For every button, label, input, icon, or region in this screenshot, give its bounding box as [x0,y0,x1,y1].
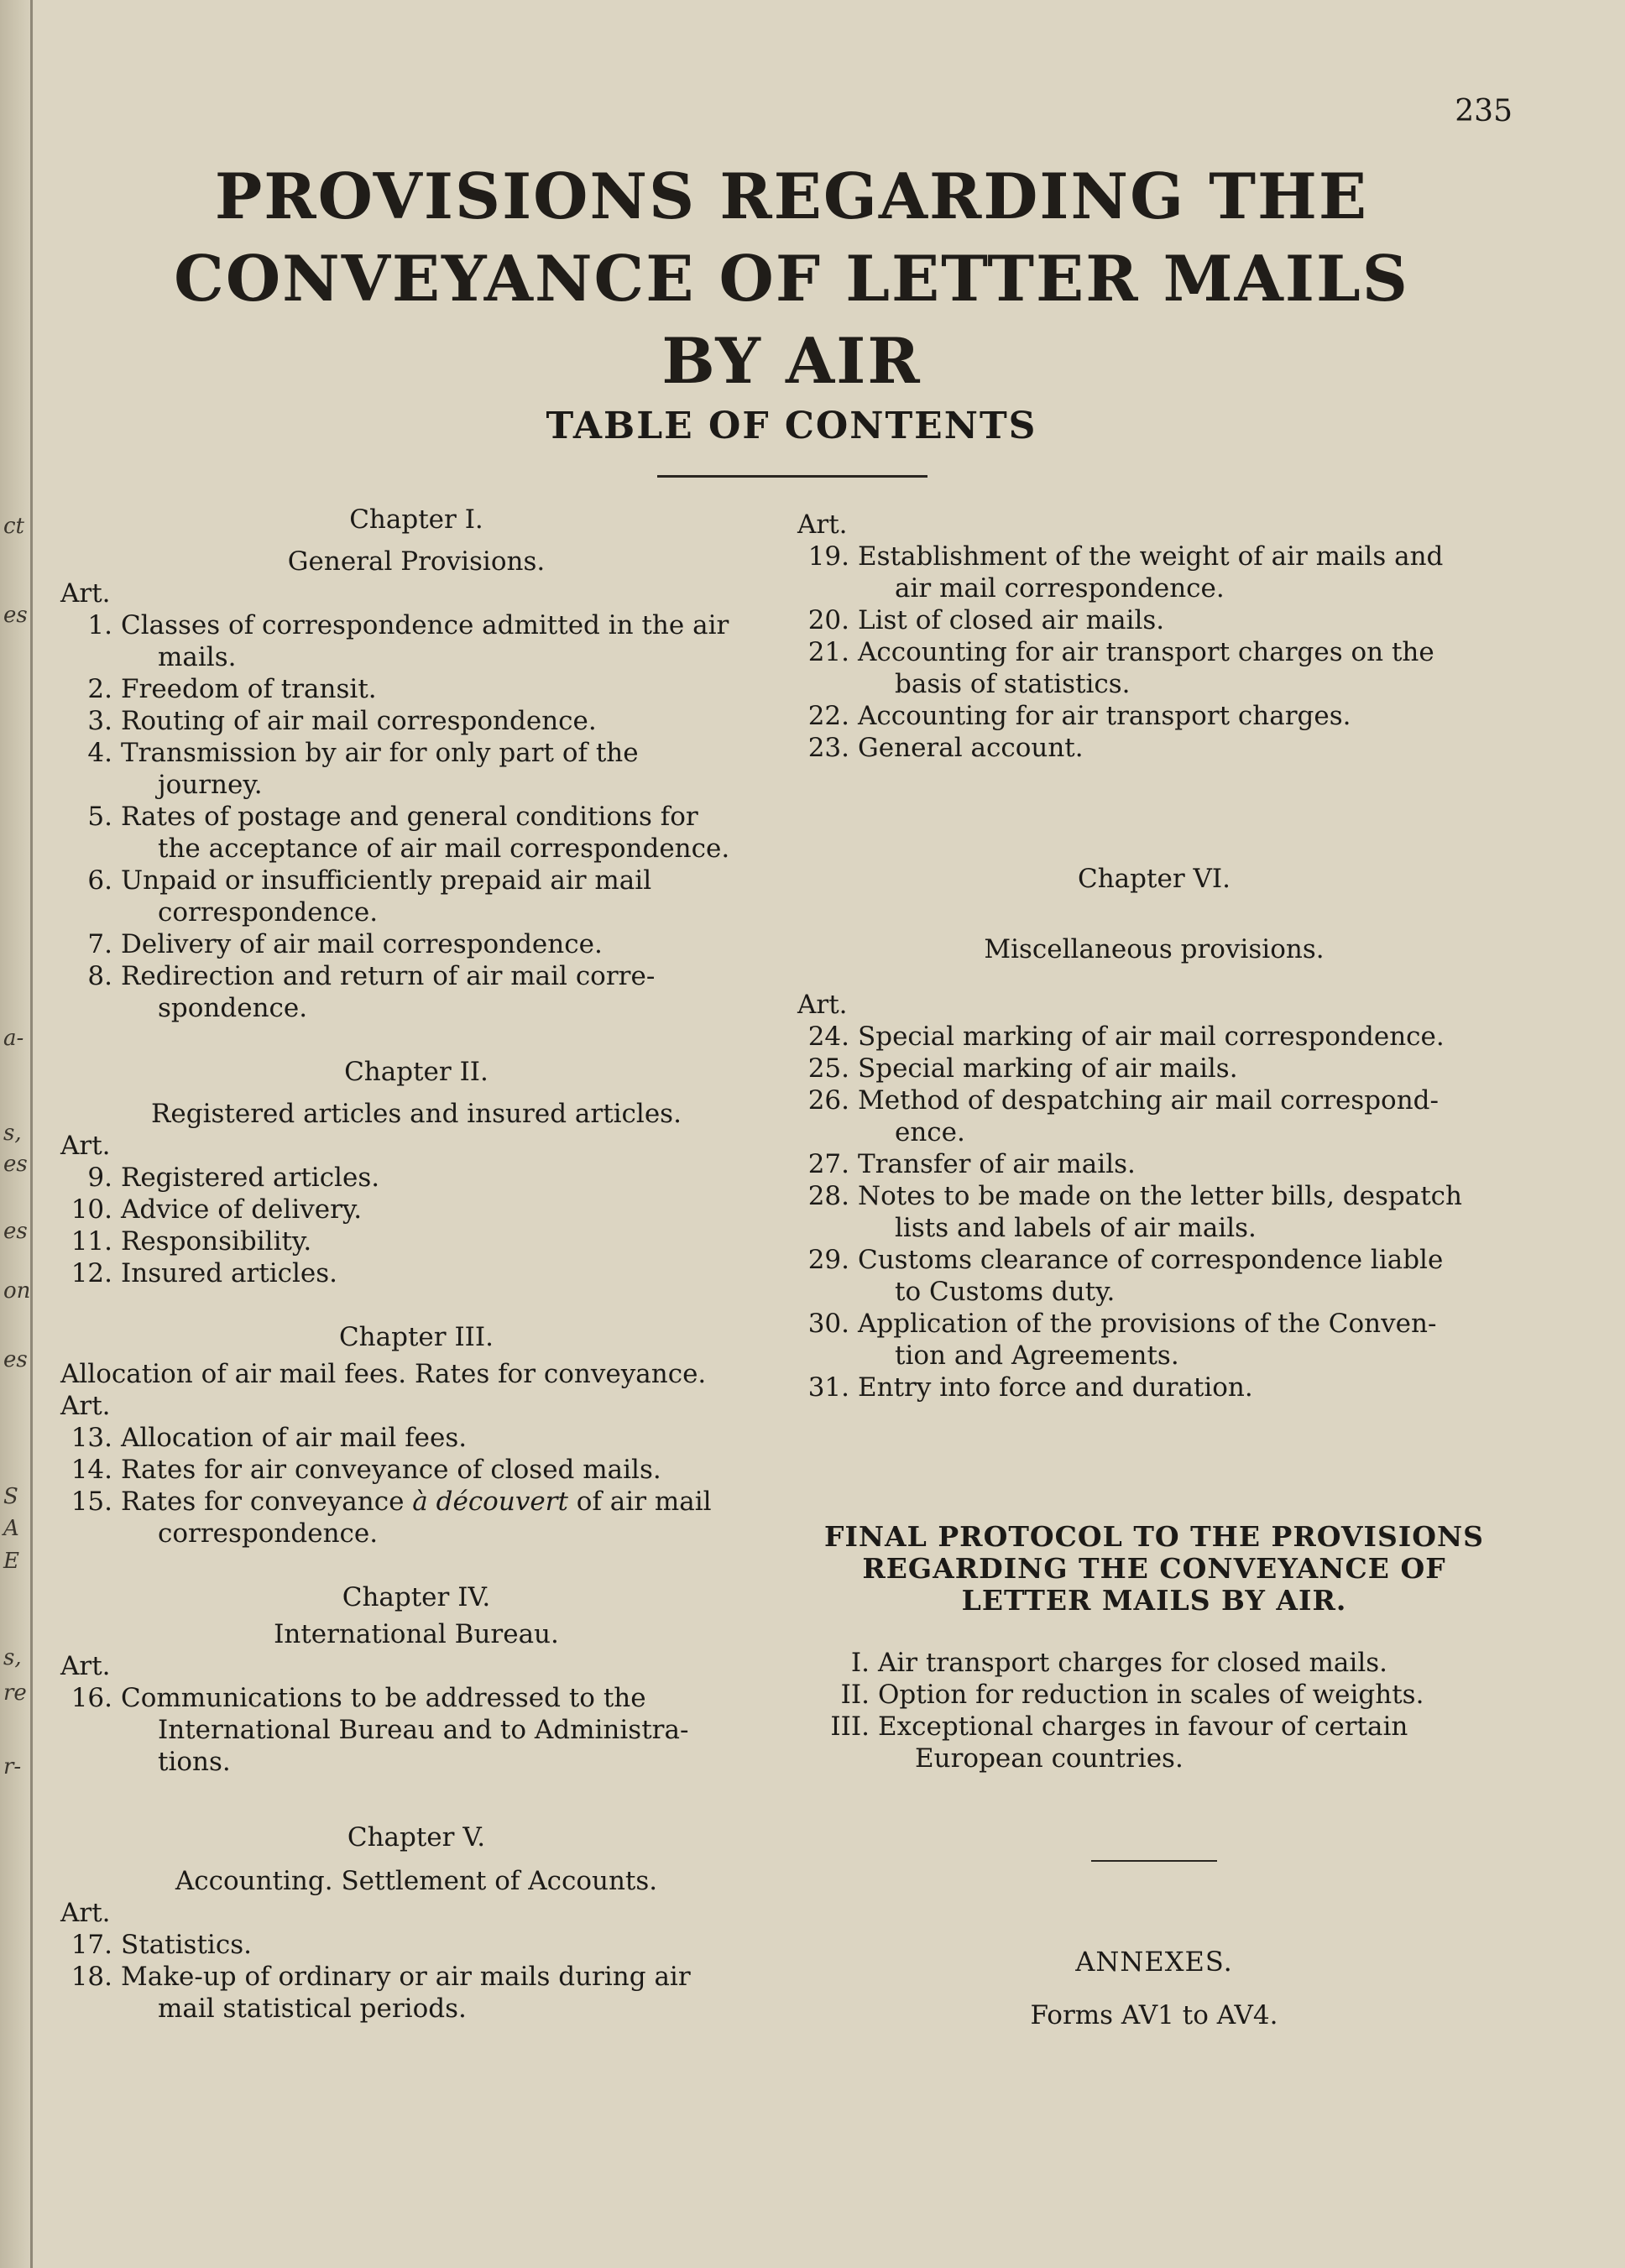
toc-item [797,1084,1511,1148]
toc-item [60,737,772,801]
item-text: Unpaid or insufficiently prepaid air mail [121,865,652,896]
toc-item [797,1148,1511,1180]
item-text: Redirection and return of air mail corre- [121,961,656,991]
item-number: 16. [71,1683,112,1713]
item-text: Statistics. [121,1930,252,1960]
toc-item [797,1679,1511,1711]
toc-item [797,1308,1511,1372]
item-text: Exceptional charges in favour of certain [878,1711,1408,1742]
chapter-subheading: International Bureau. [274,1619,559,1649]
item-number: III. [830,1711,870,1742]
margin-mark: E [3,1549,19,1574]
item-number: 29. [807,1245,849,1275]
item-text-cont: lists and labels of air mails. [895,1213,1257,1243]
page-number: 235 [1455,94,1513,128]
item-number: 31. [807,1372,849,1403]
item-number: 12. [71,1258,112,1288]
item-text-cont: correspondence. [158,897,379,928]
item-text-cont: International Bureau and to Administra- [158,1715,689,1745]
item-text: Classes of correspondence admitted in the air [121,610,729,640]
art-label: Art. [797,510,848,540]
item-text-cont: spondence. [158,993,308,1023]
toc-item [797,700,1511,732]
margin-mark: ct [3,514,25,539]
toc-item [797,541,1511,604]
chapter-heading: Chapter V. [347,1822,486,1853]
item-text: Special marking of air mail correspondence. [858,1022,1445,1052]
item-number: 7. [87,929,112,959]
chapter-heading: Chapter VI. [1078,864,1231,894]
item-text: Entry into force and duration. [858,1372,1253,1403]
toc-item [60,1929,772,1961]
toc-item [797,1180,1511,1244]
item-text: Notes to be made on the letter bills, despatch [858,1181,1463,1211]
toc-item [797,604,1511,636]
chapter-heading: Chapter III. [338,1322,494,1352]
item-number: 6. [87,865,112,896]
toc-right-column [797,509,1511,2031]
item-number: 22. [807,701,849,731]
page-title [76,155,1507,402]
margin-mark: S [3,1484,18,1509]
item-text-italic: à découvert [412,1487,568,1517]
item-number: 17. [71,1930,112,1960]
toc-item [60,1961,772,2025]
item-text: Accounting for air transport charges on the [858,637,1434,667]
item-number: 26. [807,1085,849,1116]
item-number: 14. [71,1455,112,1485]
item-number: 4. [87,738,112,768]
item-number: 3. [87,706,112,736]
item-text: Make-up of ordinary or air mails during air [121,1962,691,1992]
protocol-title-line: REGARDING THE CONVEYANCE OF [862,1552,1446,1585]
toc-item [60,928,772,960]
item-number: 27. [807,1149,849,1179]
item-number: 15. [71,1487,112,1517]
margin-mark: s, [3,1645,22,1670]
toc-item [60,1486,772,1549]
toc-left-column [60,504,772,2025]
toc-item [797,1244,1511,1308]
toc-item [60,1225,772,1257]
toc-item [60,1162,772,1194]
toc-item [797,1372,1511,1403]
art-label: Art. [60,1898,111,1928]
item-text-cont: correspondence. [158,1518,379,1549]
item-text-cont: tion and Agreements. [895,1340,1179,1371]
title-line: PROVISIONS REGARDING THE [214,159,1369,233]
protocol-title-line: LETTER MAILS BY AIR. [961,1584,1347,1617]
item-text-cont: air mail correspondence. [895,573,1225,604]
chapter-heading: Chapter IV. [342,1582,491,1612]
item-number: 23. [807,733,849,763]
item-text: Registered articles. [121,1163,380,1193]
title-line: CONVEYANCE OF LETTER MAILS [174,242,1409,316]
item-number: 1. [87,610,112,640]
item-text: Accounting for air transport charges. [858,701,1351,731]
item-text: Establishment of the weight of air mails and [858,541,1444,572]
item-text-cont: mail statistical periods. [158,1994,467,2024]
margin-mark: es [3,1152,28,1177]
chapter-heading: Chapter II. [344,1057,489,1087]
art-label: Art. [60,578,111,609]
item-number: 25. [807,1053,849,1084]
item-number: I. [850,1648,870,1678]
toc-item [60,1257,772,1289]
toc-item [797,1647,1511,1679]
art-label: Art. [797,990,848,1020]
item-number: 20. [807,605,849,635]
margin-mark: A [3,1516,19,1541]
item-number: 19. [807,541,849,572]
protocol-title-line: FINAL PROTOCOL TO THE PROVISIONS [824,1520,1484,1553]
item-text: Insured articles. [121,1258,338,1288]
item-number: 8. [87,961,112,991]
item-text: Customs clearance of correspondence liable [858,1245,1444,1275]
item-text: Responsibility. [121,1226,312,1257]
section-rule [1091,1860,1217,1862]
item-text-cont: mails. [158,642,237,672]
toc-item [60,705,772,737]
item-number: 13. [71,1423,112,1453]
item-text: Air transport charges for closed mails. [878,1648,1387,1678]
margin-mark: s, [3,1121,22,1146]
item-text: of air mail [567,1487,712,1517]
protocol-list [797,1647,1511,1774]
margin-mark: re [3,1680,27,1706]
gutter-line [30,0,33,2268]
item-text: Allocation of air mail fees. [121,1423,468,1453]
item-text: Application of the provisions of the Conven- [858,1309,1437,1339]
toc-item [60,865,772,928]
chapter-subheading: Accounting. Settlement of Accounts. [175,1866,658,1896]
annexes-heading: ANNEXES. [1075,1946,1233,1978]
chapter-subheading: General Provisions. [287,546,546,577]
toc-item [797,1021,1511,1053]
toc-item [60,609,772,673]
chapter-subheading: Registered articles and insured articles. [151,1099,682,1129]
item-text: Communications to be addressed to the [121,1683,646,1713]
item-number: 2. [87,674,112,704]
margin-mark: es [3,603,28,628]
item-text: General account. [858,733,1084,763]
art-label: Art. [60,1391,111,1421]
item-text-cont: tions. [158,1747,231,1777]
item-text: Rates for air conveyance of closed mails. [121,1455,661,1485]
margin-mark: on [3,1278,31,1304]
item-text-cont: European countries. [915,1743,1183,1774]
annexes-forms: Forms AV1 to AV4. [1030,2000,1278,2030]
toc-item [60,673,772,705]
toc-item [797,1711,1511,1774]
item-text-cont: basis of statistics. [895,669,1131,699]
toc-item [60,1194,772,1225]
item-number: 11. [71,1226,112,1257]
art-label: Art. [60,1651,111,1681]
item-text: Method of despatching air mail correspond- [858,1085,1439,1116]
item-text: Routing of air mail correspondence. [121,706,597,736]
toc-item [60,1454,772,1486]
chapter-subheading: Miscellaneous provisions. [984,934,1325,964]
item-text: Freedom of transit. [121,674,377,704]
item-text-cont: to Customs duty. [895,1277,1116,1307]
toc-title: TABLE OF CONTENTS [546,405,1037,447]
item-text: List of closed air mails. [858,605,1165,635]
item-text: Rates for conveyance [121,1487,413,1517]
margin-mark: es [3,1347,28,1372]
toc-item [60,960,772,1024]
art-label: Art. [60,1131,111,1161]
item-text: Rates of postage and general conditions for [121,802,698,832]
item-number: II. [840,1680,870,1710]
item-text-cont: journey. [158,770,263,800]
item-number: 24. [807,1022,849,1052]
toc-item [60,1682,772,1778]
item-text: Option for reduction in scales of weights. [878,1680,1424,1710]
chapter-subheading: Allocation of air mail fees. Rates for conveyance. [60,1359,707,1389]
item-text: Advice of delivery. [121,1194,363,1225]
item-text: Transmission by air for only part of the [121,738,639,768]
item-text-cont: the acceptance of air mail correspondence. [158,834,730,864]
item-text: Delivery of air mail correspondence. [121,929,603,959]
item-number: 28. [807,1181,849,1211]
toc-item [797,1053,1511,1084]
chapter-heading: Chapter I. [349,504,483,535]
item-number: 21. [807,637,849,667]
item-number: 9. [87,1163,112,1193]
item-text: Special marking of air mails. [858,1053,1238,1084]
title-rule [657,475,927,478]
toc-item [797,732,1511,764]
item-text-cont: ence. [895,1117,965,1147]
title-line: BY AIR [661,324,922,398]
item-number: 18. [71,1962,112,1992]
toc-item [797,636,1511,700]
item-number: 5. [87,802,112,832]
margin-mark: a- [3,1026,24,1051]
item-text: Transfer of air mails. [858,1149,1136,1179]
item-number: 10. [71,1194,112,1225]
final-protocol-heading [797,1521,1511,1617]
item-number: 30. [807,1309,849,1339]
toc-item [60,1422,772,1454]
margin-mark: es [3,1219,28,1244]
toc-item [60,801,772,865]
margin-mark: r- [3,1754,22,1779]
